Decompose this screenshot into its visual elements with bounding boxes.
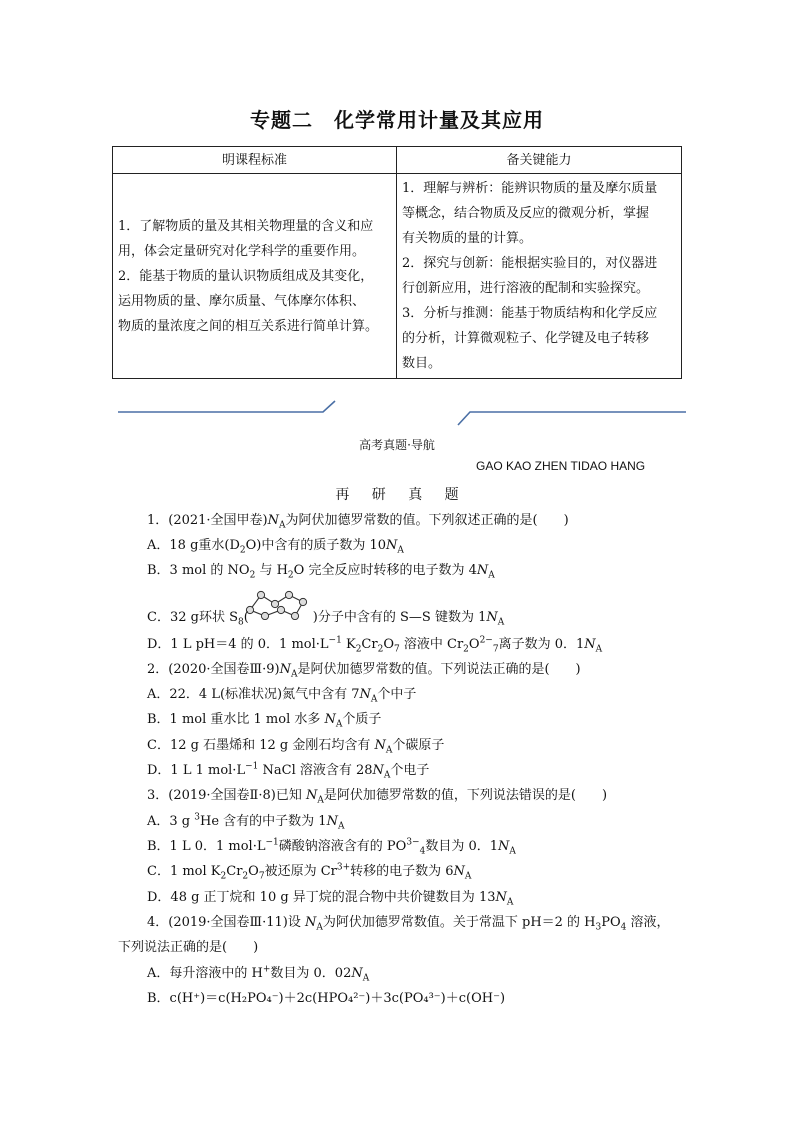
table-cell-curriculum xyxy=(113,174,397,379)
curriculum-line: 用，体会定量研究对化学科学的重要作用。 xyxy=(118,243,366,259)
curriculum-line: 物质的量浓度之间的相互关系进行简单计算。 xyxy=(118,318,379,334)
table-header-abilities: 备关键能力 xyxy=(397,147,682,174)
ability-line: 3．分析与推测：能基于物质结构和化学反应 xyxy=(402,306,658,321)
question-1-option-b: B．3 mol 的 $NO_2$ 与 $H_2O$ 完全反应时转移的电子数为 $4N_A$ xyxy=(147,563,495,581)
curriculum-line: 2．能基于物质的量认识物质组成及其变化， xyxy=(118,268,374,284)
question-1-option-c: C．32 g环状 $S_8$( )分子中含有的 S—S 键数为 $1N_A$ xyxy=(147,610,505,628)
table-cell-abilities xyxy=(397,174,682,379)
ability-line: 的分析，计算微观粒子、化学键及电子转移 xyxy=(402,331,650,346)
page-title: 专题二 化学常用计量及其应用 xyxy=(250,108,544,132)
question-3-stem: 3．(2019·全国卷Ⅱ·8)已知 $N_A$是阿伏加德罗常数的值，下列说法错误的是( ) xyxy=(147,788,608,806)
question-1-option-d: D．1 L pH＝4 的 0．1 $mol\cdot L^{-1}$ $K_2Cr_2O_7$ 溶液中 $Cr_2O^{2-}_7$离子数为 0．$1N_A$ xyxy=(147,635,603,655)
curriculum-table xyxy=(112,146,682,379)
table-header-curriculum: 明课程标准 xyxy=(113,147,397,174)
ability-line: 1．理解与辨析：能辨识物质的量及摩尔质量 xyxy=(402,181,658,196)
question-3-option-d: D．48 g 正丁烷和 10 g 异丁烷的混合物中共价键数目为 $13N_A$ xyxy=(147,890,514,908)
section-banner-lines xyxy=(118,398,686,428)
curriculum-line: 运用物质的量、摩尔质量、气体摩尔体积、 xyxy=(118,293,366,309)
question-2-option-d: D．1 L 1 $mol\cdot L^{-1}$ NaCl 溶液含有 $28N_A$个电子 xyxy=(147,761,430,781)
question-1-option-a: A．18 g重水$(D_2O)$中含有的质子数为 $10N_A$ xyxy=(147,538,404,556)
ability-line: 行创新应用，进行溶液的配制和实验探究。 xyxy=(402,281,650,296)
ability-line: 有关物质的量的计算。 xyxy=(402,231,533,246)
question-4-option-b: B．c(H⁺)＝c(H₂PO₄⁻)＋2c(HPO₄²⁻)＋3c(PO₄³⁻)＋c(OH⁻) xyxy=(147,991,506,1006)
ability-line: 2．探究与创新：能根据实验目的，对仪器进 xyxy=(402,256,658,271)
question-3-option-b: B．1 L 0．1 $mol\cdot L^{-1}$磷酸钠溶液含有的 $PO^{3-}_4$数目为 0．$1N_A$ xyxy=(147,837,516,857)
question-2-option-b: B．1 mol 重水比 1 mol 水多 $N_A$个质子 xyxy=(147,712,382,730)
ability-line: 数目。 xyxy=(402,356,442,371)
ability-line: 等概念，结合物质及反应的微观分析，掌握 xyxy=(402,206,650,221)
question-4-stem-line2: 下列说法正确的是( ) xyxy=(118,940,259,955)
curriculum-line: 1．了解物质的量及其相关物理量的含义和应 xyxy=(118,218,374,234)
subsection-title: 再 研 真 题 xyxy=(335,487,459,503)
question-2-option-c: C．12 g 石墨烯和 12 g 金刚石均含有 $N_A$个碳原子 xyxy=(147,738,445,756)
question-2-stem: 2．(2020·全国卷$Ⅲ\cdot 9)N_A$是阿伏加德罗常数的值。下列说法正确的是( ) xyxy=(147,662,581,680)
question-1-stem: 1．(2021·全国甲卷)$N_A$为阿伏加德罗常数的值。下列叙述正确的是( ) xyxy=(147,513,569,531)
question-3-option-a: A．3 g $^3$He 含有的中子数为 $1N_A$ xyxy=(147,812,345,832)
question-3-option-c: C．1 mol $K_2Cr_2O_7$被还原为 $Cr^{3+}$转移的电子数为 $6N_A$ xyxy=(147,862,472,882)
section-title: 高考真题·导航 xyxy=(359,438,435,452)
question-4-stem: 4．(2019·全国卷Ⅲ·11)设 $N_A$为阿伏加德罗常数值。关于常温下 pH＝2 的 $H_3PO_4$ 溶液， xyxy=(147,915,670,933)
question-4-option-a: A．每升溶液中的 H+数目为 0．$02N_A$ xyxy=(147,964,370,984)
question-2-option-a: A．22．4 L(标准状况)氮气中含有 $7N_A$个中子 xyxy=(147,687,417,705)
section-pinyin: GAO KAO ZHEN TIDAO HANG xyxy=(476,459,646,473)
